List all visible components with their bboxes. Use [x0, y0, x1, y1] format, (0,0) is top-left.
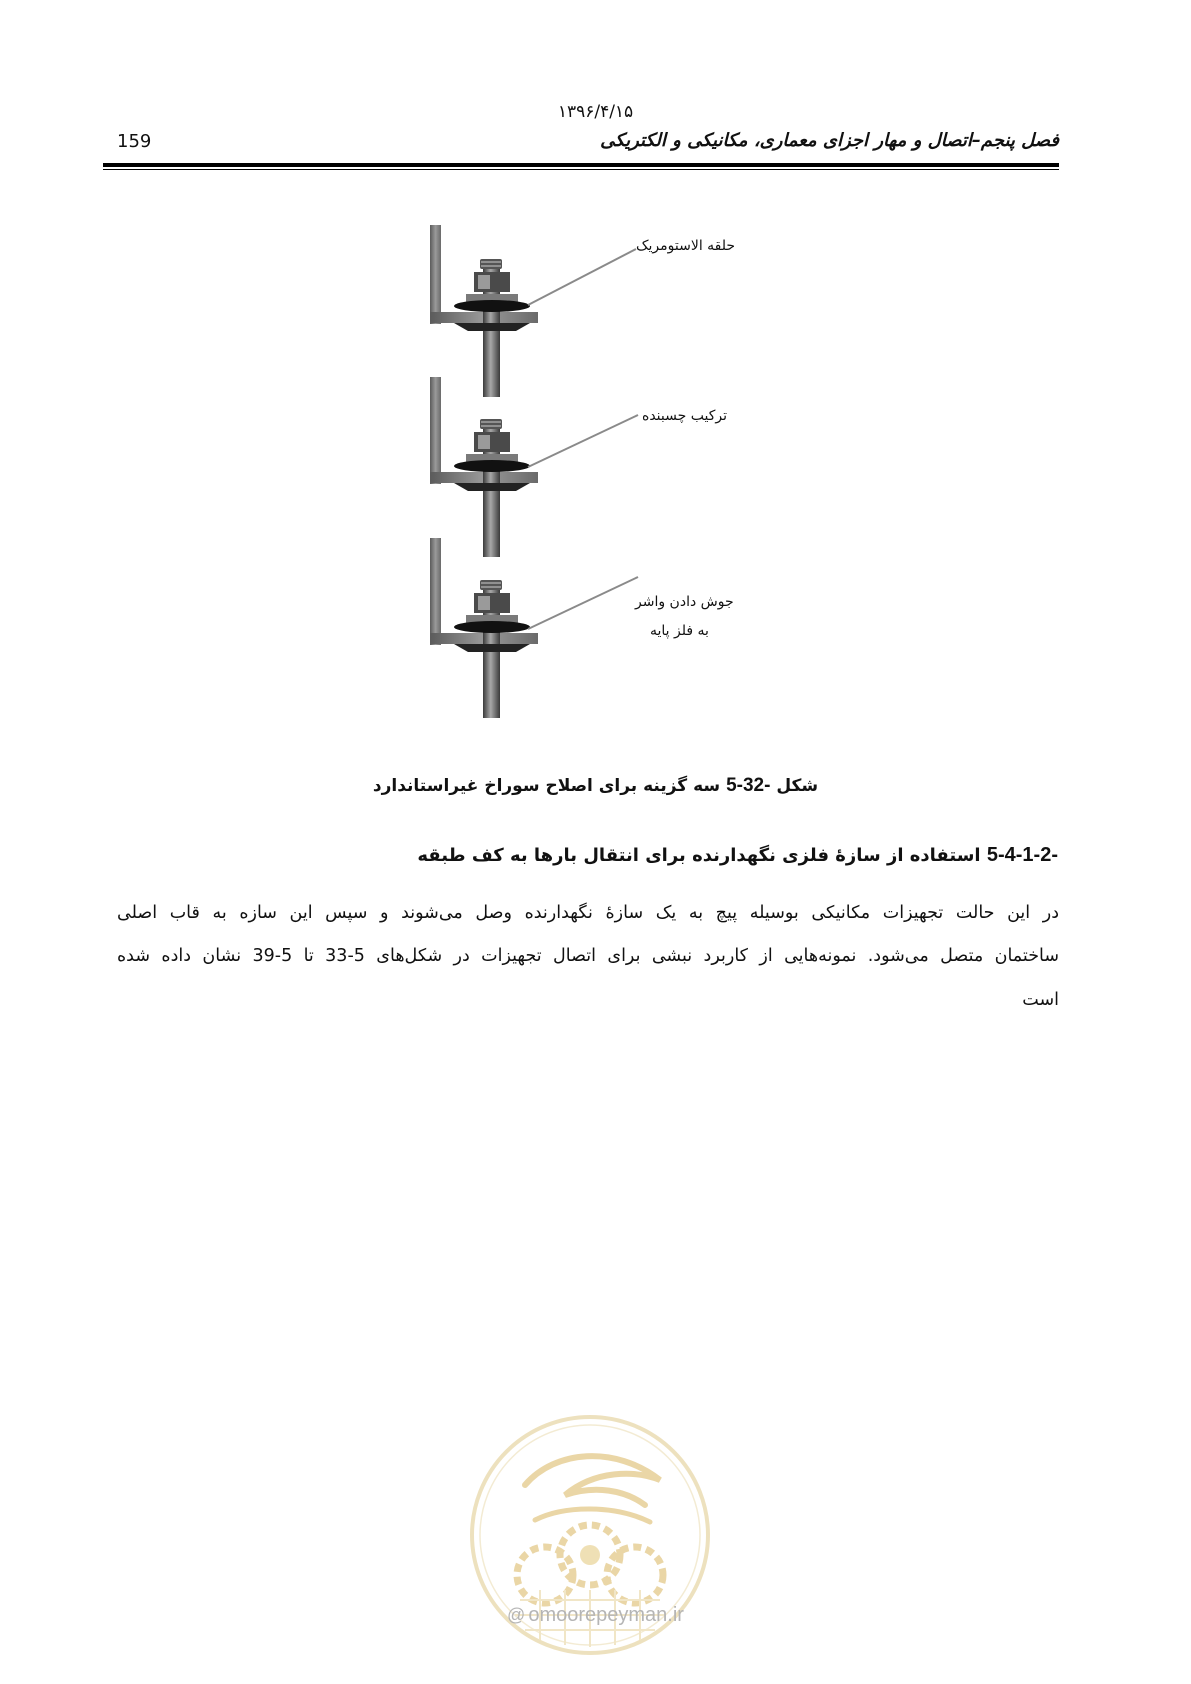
- watermark-site: [0, 1604, 1191, 1627]
- paragraph-line-1: در این حالت تجهیزات مکانیکی بوسیله پیچ به یک سازهٔ نگهدارنده وصل می‌شوند و سپس این سازه به قاب اصلی: [117, 903, 1059, 923]
- section-number: 5-4-1-2-: [986, 844, 1058, 866]
- assembly-elastomeric-ring: [430, 225, 636, 397]
- header-rule-thick: [103, 163, 1059, 167]
- header-date: ۱۳۹۶/۴/۱۵: [557, 102, 634, 122]
- label-elastomeric-ring: حلقه الاستومریک: [636, 238, 736, 254]
- label-weld-washer-1: جوش دادن واشر: [635, 594, 734, 610]
- leader-line-1: [528, 249, 636, 305]
- figure-caption: [0, 775, 1191, 797]
- paragraph-line-3: است: [1022, 990, 1059, 1010]
- paragraph-line-2: ساختمان متصل می‌شود. نمونه‌هایی از کاربرد نبشی برای اتصال تجهیزات در شکل‌های 5-33 تا 5-39 نشان داده شده: [117, 946, 1060, 966]
- label-adhesive-compound: ترکیب چسبنده: [642, 408, 727, 424]
- site-text: omoorepeyman.ir: [528, 1604, 684, 1626]
- section-title: استفاده از سازهٔ فلزی نگهدارنده برای انتقال بارها به کف طبقه: [417, 845, 981, 866]
- caption-prefix: شکل: [776, 776, 819, 796]
- caption-number: 5-32-: [726, 775, 771, 796]
- chapter-title: فصل پنجم–اتصال و مهار اجزای معماری، مکانیکی و الکتریکی: [600, 130, 1059, 151]
- header-rule-thin: [103, 169, 1059, 170]
- assembly-weld-washer: [430, 538, 638, 718]
- leader-line-2: [528, 415, 638, 467]
- caption-text: سه گزینه برای اصلاح سوراخ غیراستاندارد: [372, 776, 721, 796]
- page-number: 159: [117, 131, 152, 152]
- at-icon: @: [507, 1605, 526, 1625]
- bolt-fix-figure: [388, 225, 806, 750]
- section-heading: [417, 844, 1058, 867]
- assembly-adhesive: [430, 377, 638, 557]
- label-weld-washer-2: به فلز پایه: [650, 623, 709, 639]
- bolt-fix-diagram: [388, 225, 806, 750]
- leader-line-3: [528, 577, 638, 629]
